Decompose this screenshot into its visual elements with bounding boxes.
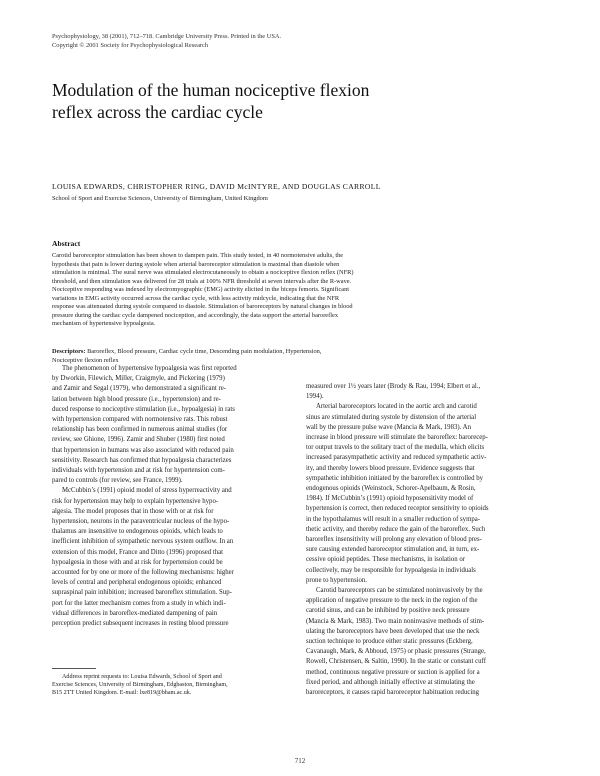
footnote-line: Exercise Sciences, University of Birmingham, Edgbaston, Birmingham,: [52, 682, 228, 689]
body-line: algesia. The model proposes that in those with or at risk for: [52, 507, 214, 515]
title-line: reflex across the cardiac cycle: [52, 102, 263, 122]
body-line: hypertension is correct, then reduced receptor sensitivity to opioids: [306, 505, 489, 513]
abstract-line: hypothesis that pain is lower during systole when arterial baroreceptor stimulation is maximal than diastole when: [52, 260, 340, 268]
body-line: suction technique to produce either static pressures (Eckberg,: [306, 638, 473, 646]
body-line: thalamus are insensitive to endogenous opioids, which leads to: [52, 528, 223, 536]
body-line: The phenomenon of hypertensive hypoalgesia was first reported: [62, 365, 237, 372]
abstract-line: threshold, and then stimulation was delivered for 28 trials at 100% NFR threshold at seven intervals after the R-wave.: [52, 277, 352, 285]
abstract-line: mechanism of hypertensive hypoalgesia.: [52, 320, 156, 328]
body-line: baroreceptors, it causes rapid baroreceptor habituation reducing: [306, 689, 480, 697]
body-line: levels of central and peripheral endogenous opioids; enhanced: [52, 579, 222, 587]
footnote-line: B15 2TT United Kingdom. E-mail: lxe819@bham.ac.uk.: [52, 690, 192, 697]
descriptors: [52, 348, 548, 365]
body-line: supraspinal pain inhibition; increased baroreflex stimulation. Sup-: [52, 589, 232, 597]
body-line: prone to hypertension.: [306, 576, 367, 584]
abstract-line: pressure during the cardiac cycle dampened nociception, and accordingly, the data support the arterial baroreflex: [52, 311, 338, 319]
body-line: ity, and thereby lowers blood pressure. Evidence suggests that: [306, 464, 475, 472]
body-line: port for the latter mechanism comes from a study in which indi-: [52, 599, 226, 607]
body-line: baroreflex insensitivity will prolong any elevation of blood pres-: [306, 536, 482, 544]
descriptors-keywords: Baroreflex, Blood pressure, Cardiac cycle time, Descending pain modulation, Hypertension,: [87, 348, 322, 355]
journal-citation: [52, 33, 532, 50]
descriptors-label: Descriptors:: [52, 348, 86, 355]
body-line: sinus are stimulated during systole by distension of the arterial: [306, 413, 477, 421]
body-line: ulating the baroreceptors have been developed that use the neck: [306, 627, 480, 635]
abstract-line: Carotid baroreceptor stimulation has been shown to dampen pain. This study tested, in 40 normotensive adults, the: [52, 252, 344, 259]
descriptors-line: [52, 348, 548, 357]
body-line: hypertension, neurons in the paraventricular nucleus of the hypo-: [52, 518, 230, 526]
body-line: risk for hypertension may help to explain hypertensive hypo-: [52, 497, 219, 505]
descriptors-line: Nociceptive flexion reflex: [52, 356, 119, 364]
body-line: hypoalgesia in those with and at risk for hypertension could be: [52, 558, 223, 566]
body-line: sensitivity. Research has confirmed that hypoalgesia characterizes: [52, 456, 232, 464]
abstract-heading: Abstract: [52, 239, 81, 248]
abstract-body: [52, 252, 548, 329]
body-line: method, continuous negative pressure or suction is applied for a: [306, 668, 480, 676]
body-line: individuals with hypertension and at risk for hypertension com-: [52, 467, 225, 475]
page-number: 712: [294, 757, 306, 765]
abstract-line: stimulation is minimal. The sural nerve was stimulated electrocutaneously to obtain a nociceptive flexion reflex (NFR): [52, 269, 354, 277]
body-line: 1994).: [306, 393, 324, 401]
body-line: carotid sinus, and can be inhibited by positive neck pressure: [306, 607, 470, 615]
body-line: (Mancia & Mark, 1983). Two main noninvasive methods of stim-: [306, 617, 485, 625]
author-list: LOUISA EDWARDS, CHRISTOPHER RING, DAVID McINTYRE, AND DOUGLAS CARROLL: [52, 182, 381, 191]
body-line: endogenous opioids (Weinstock, Schorer-Apelbaum, & Rosin,: [306, 485, 476, 493]
body-line: wall by the pressure pulse wave (Mancia & Mark, 1983). An: [306, 423, 471, 431]
abstract-line: variations in EMG activity occurred across the cardiac cycle, with less activity midcycle, indicating that the NFR: [52, 294, 340, 302]
body-line: Cavanaugh, Mark, & Abboud, 1975) or phasic pressures (Strange,: [306, 648, 486, 656]
title-line: Modulation of the human nociceptive flexion: [52, 80, 370, 100]
body-line: Carotid baroreceptors can be stimulated noninvasively by the: [316, 587, 483, 595]
body-line: relationship has been confirmed in numerous animal studies (for: [52, 426, 228, 434]
affiliation: School of Sport and Exercise Sciences, University of Birmingham, United Kingdom: [52, 195, 268, 202]
body-line: measured over 1½ years later (Brody & Rau, 1994; Elbert et al.,: [306, 383, 481, 390]
footnote-divider: [52, 668, 96, 669]
body-line: increased parasympathetic activity and reduced sympathetic activ-: [306, 454, 487, 462]
body-line: accounted for by one or more of the following mechanisms: higher: [52, 569, 234, 577]
article-title: [52, 79, 472, 123]
body-column-left: [52, 364, 294, 629]
body-line: 1984). If McCubbin’s (1991) opioid hyposensitivity model of: [306, 495, 474, 503]
body-line: cessive opioid peptides. These mechanisms, in isolation or: [306, 556, 466, 564]
body-line: vidual differences in baroreflex-mediated dampening of pain: [52, 609, 218, 617]
body-line: in the hypothalamus will result in a smaller reduction of sympa-: [306, 515, 481, 523]
body-line: pared to controls (for review, see France, 1999).: [52, 477, 183, 485]
body-line: duced response to nociceptive stimulation (i.e., hypoalgesia) in rats: [52, 405, 235, 413]
body-line: Rowell, Christensen, & Saltin, 1990). In the static or constant cuff: [306, 658, 486, 666]
body-line: that hypertension in humans was also associated with reduced pain: [52, 446, 234, 454]
body-line: inefficient inhibition of sympathetic nervous system outflow. In an: [52, 538, 234, 546]
body-line: increase in blood pressure will stimulate the baroreflex: barorecep-: [306, 434, 488, 442]
body-line: with hypertension compared with normotensive rats. This robust: [52, 416, 228, 424]
abstract-line: Nociceptive responding was indexed by electromyographic (EMG) activity elicited in the biceps femoris. Significant: [52, 286, 350, 294]
body-line: sympathetic inhibition initiated by the baroreflex is controlled by: [306, 474, 484, 482]
body-line: application of negative pressure to the neck in the region of the: [306, 597, 478, 605]
abstract-line: response was attenuated during systole compared to diastole. Stimulation of baroreceptors by natural changes in blood: [52, 303, 353, 311]
copyright-line: Copyright © 2001 Society for Psychophysiological Research: [52, 41, 209, 49]
body-line: extension of this model, France and Ditto (1996) proposed that: [52, 548, 224, 556]
body-column-right: [306, 382, 548, 698]
body-line: sure causing extended baroreceptor stimulation and, in turn, ex-: [306, 546, 480, 554]
body-line: review, see Ghione, 1996). Zamir and Shuber (1980) first noted: [52, 436, 225, 444]
body-line: tor output travels to the solitary tract of the medulla, which elicits: [306, 444, 485, 452]
footnote-line: Address reprint requests to: Louisa Edwards, School of Sport and: [62, 674, 222, 680]
body-line: fixed period, and although initially effective at stimulating the: [306, 678, 475, 686]
body-line: thetic activity, and thereby reduce the gain of the baroreflex. Such: [306, 525, 486, 533]
body-line: collectively, may be responsible for hypoalgesia in individuals: [306, 566, 476, 574]
body-line: and Zamir and Segal (1979), who demonstrated a significant re-: [52, 385, 227, 393]
body-line: by Dworkin, Filewich, Miller, Craigmyle, and Pickering (1979): [52, 375, 225, 383]
citation-line: Psychophysiology, 38 (2001), 712–718. Cambridge University Press. Printed in the USA.: [52, 33, 282, 40]
body-line: Arterial baroreceptors located in the aortic arch and carotid: [316, 403, 477, 411]
body-line: McCubbin’s (1991) opioid model of stress hyperreactivity and: [62, 487, 232, 495]
body-line: perception predict subsequent increases in resting blood pressure: [52, 620, 229, 628]
footnote: [52, 673, 294, 698]
body-line: lation between high blood pressure (i.e., hypertension) and re-: [52, 395, 221, 403]
